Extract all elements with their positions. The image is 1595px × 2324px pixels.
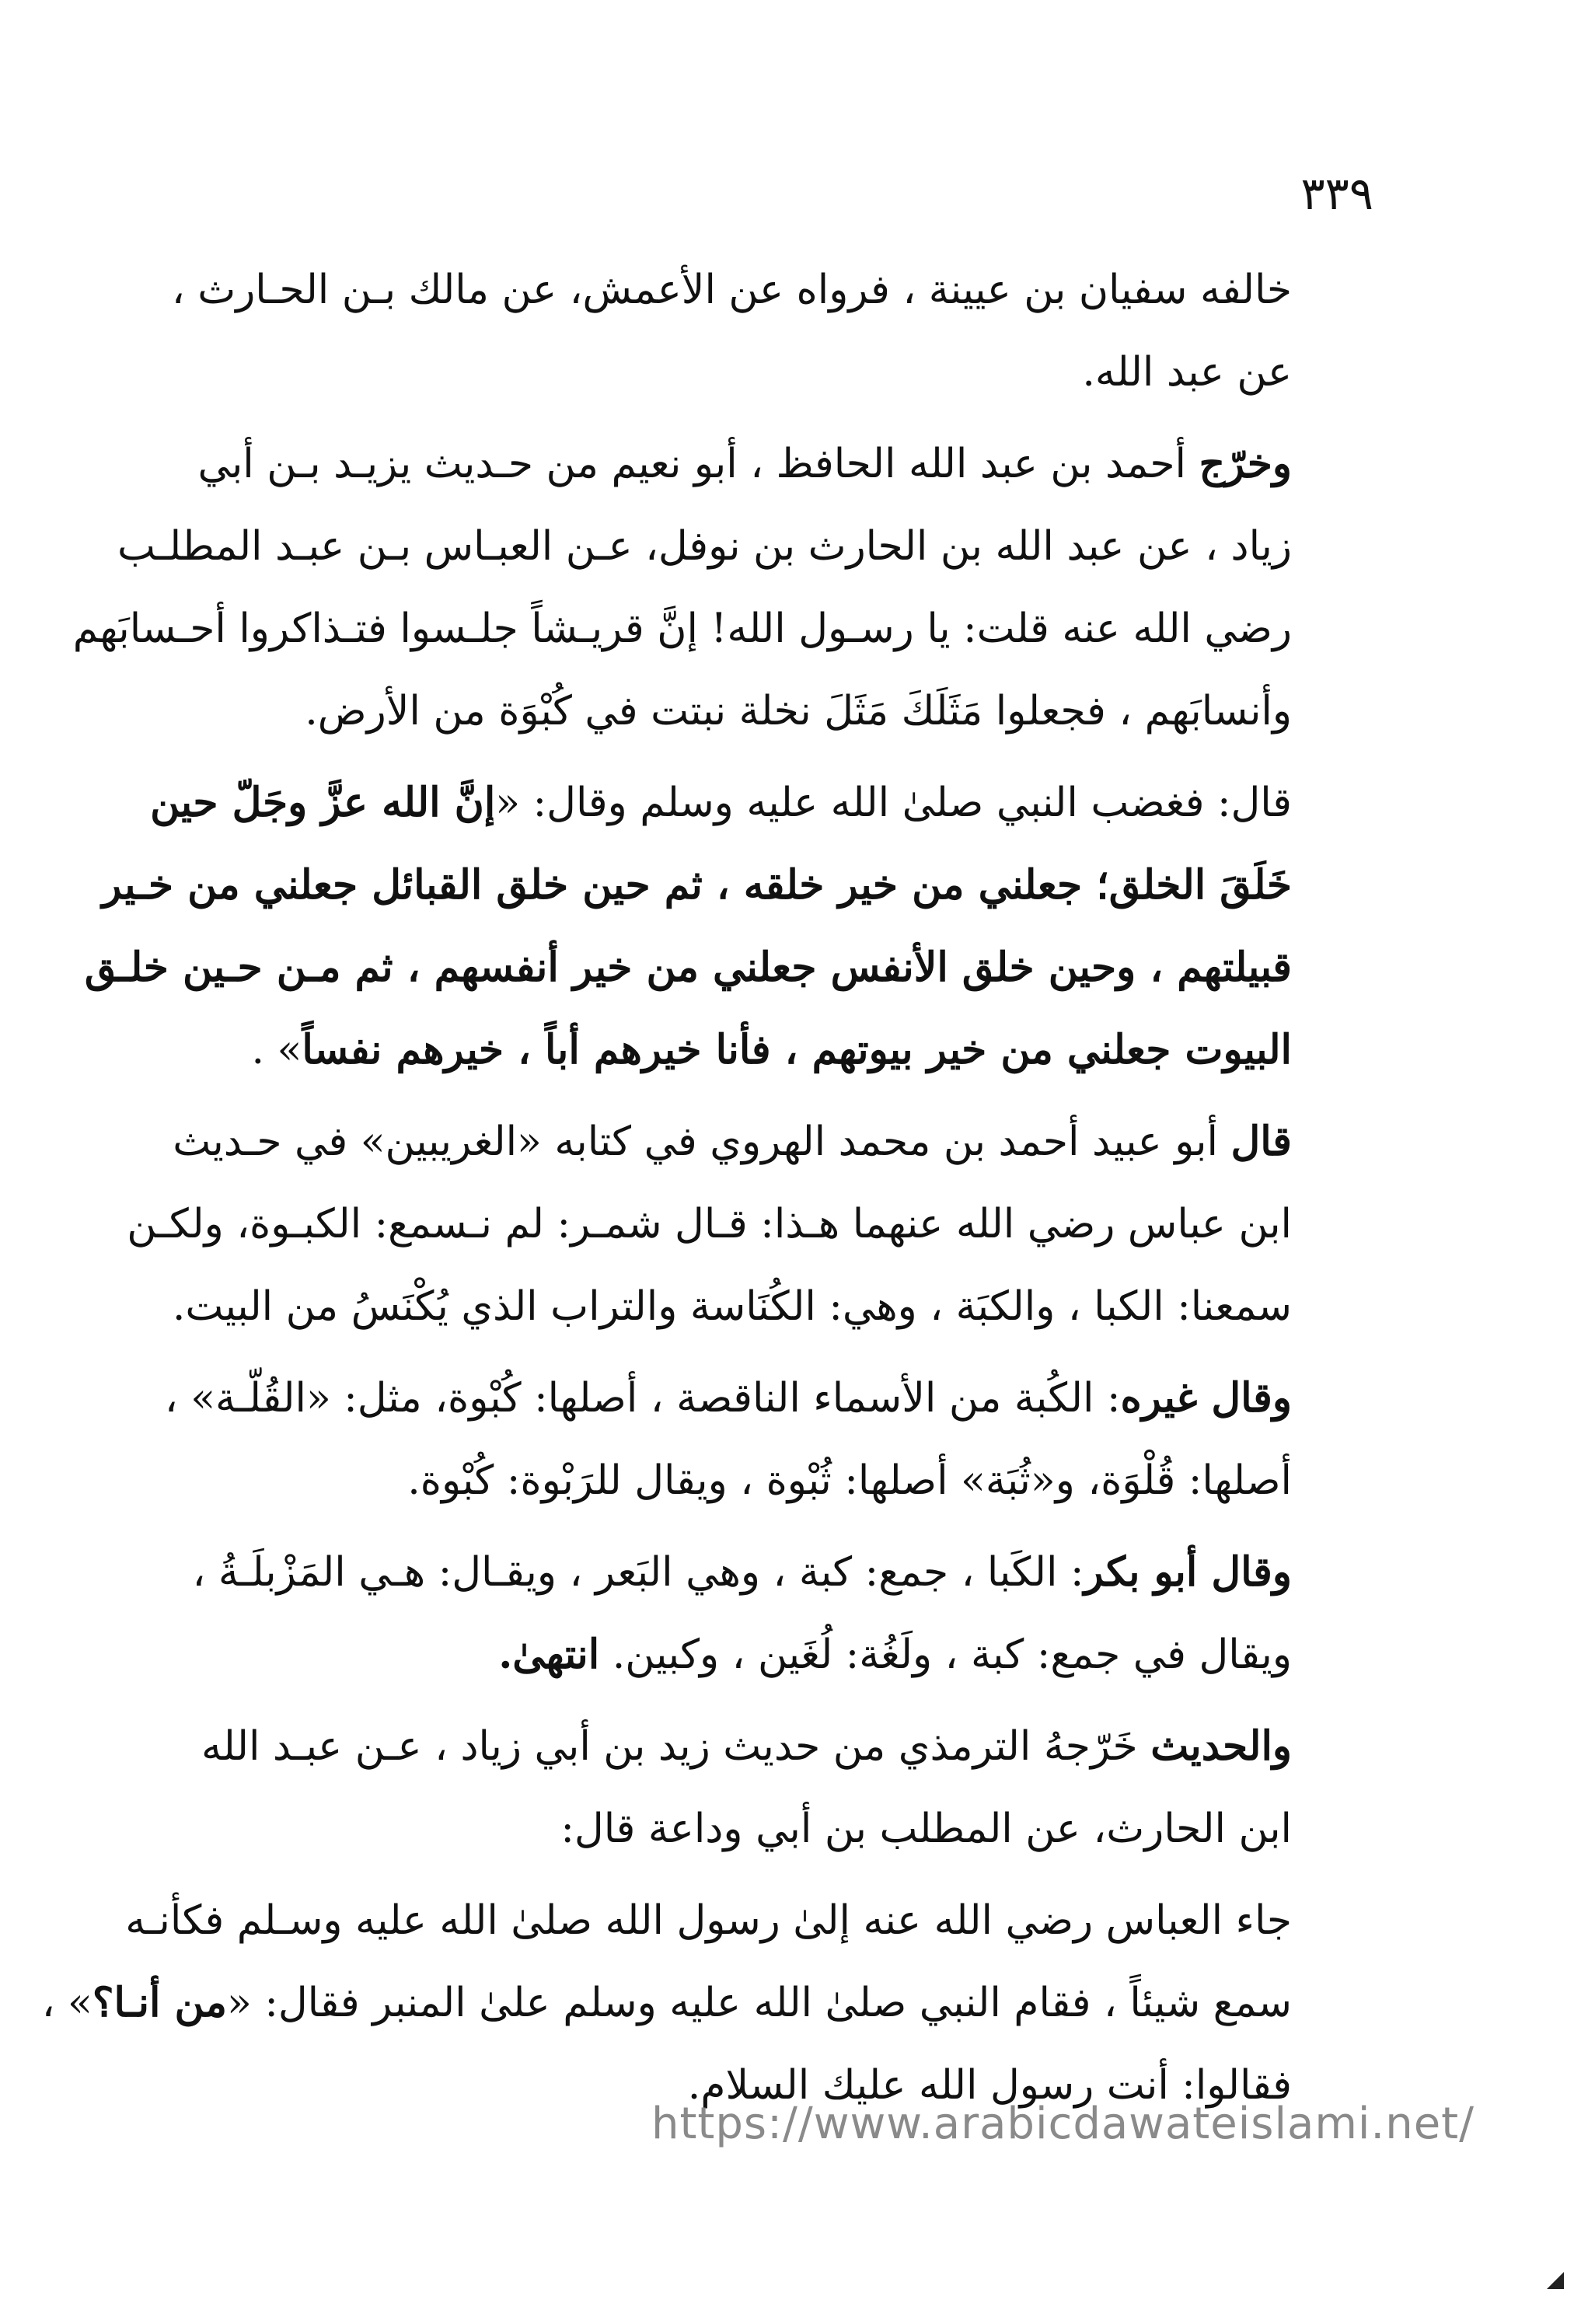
paragraph-4 — [127, 1101, 1377, 1348]
text-line: فقالوا: أنت رسول الله عليك السلام. — [687, 2062, 1292, 2109]
text-run: أبو عبيد أحمد بن محمد الهروي في كتابه «الغريبين» في حـديث — [173, 1118, 1231, 1165]
scan-corner-mark — [1547, 2272, 1564, 2289]
paragraph-5 — [164, 1357, 1377, 1522]
hadith-text: من أنـا؟ — [92, 1979, 227, 2026]
bold-end: انتهىٰ. — [498, 1631, 600, 1678]
text-line: خالفه سفيان بن عيينة ، فرواه عن الأعمش، عن مالك بـن الحـارث ، — [171, 267, 1292, 313]
text-line: سمعنا: الكبا ، والكبَة ، وهي: الكُنَاسة والتراب الذي يُكْنَسُ من البيت. — [172, 1283, 1292, 1330]
bold-lead: والحديث — [1150, 1722, 1292, 1770]
text-line — [150, 762, 1377, 844]
text-line — [173, 1101, 1377, 1183]
hadith-text: إنَّ الله عزَّ وجَلّ حين — [150, 779, 496, 826]
text-line — [197, 423, 1377, 505]
paragraph-6 — [192, 1531, 1377, 1696]
hadith-text: البيوت جعلني من خير بيوتهم ، فأنا خيرهم أباً ، خيرهم نفساً — [302, 1026, 1292, 1073]
text-line — [211, 1009, 1377, 1091]
text-run: ويقال في جمع: كبة ، ولَغُة: لُغَين ، وكبين. — [599, 1631, 1292, 1678]
paragraph-2 — [72, 423, 1377, 752]
text-line — [201, 1705, 1377, 1788]
text-line: أصلها: قُلْوَة، و«ثُبَة» أصلها: ثُبْوة ، ويقال للرَبْوة: كُبْوة. — [407, 1457, 1292, 1504]
hadith-text: قبيلتهم ، وحين خلق الأنفس جعلني من خير أنفسهم ، ثم مـن حـين خلـق — [84, 944, 1292, 991]
text-line — [211, 1614, 1377, 1696]
text-run: سمع شيئاً ، فقام النبي صلىٰ الله عليه وسلم علىٰ المنبر فقال: « — [226, 1980, 1292, 2026]
bold-lead: وقال أبو بكر — [1084, 1548, 1292, 1596]
text-run: أحمد بن عبد الله الحافظ ، أبو نعيم من حـديث يزيـد بـن أبي — [197, 441, 1199, 487]
text-line: زياد ، عن عبد الله بن الحارث بن نوفل، عـن العبـاس بـن عبـد المطلـب — [117, 523, 1292, 570]
text-line — [102, 844, 1377, 926]
text-line — [164, 1357, 1377, 1439]
bold-lead: وخرّج — [1199, 440, 1292, 487]
paragraph-8 — [41, 1879, 1377, 2127]
text-run: : الكُبة من الأسماء الناقصة ، أصلها: كُبْوة، مثل: «القُلّـة» ، — [164, 1375, 1121, 1422]
text-line: رضي الله عنه قلت: يا رسـول الله! إنَّ قريـشاً جلـسوا فتـذاكروا أحـسابَهم — [72, 605, 1292, 652]
text-line — [192, 1531, 1377, 1614]
bold-lead: وقال غيره — [1120, 1374, 1292, 1422]
paragraph-1 — [171, 249, 1377, 414]
text-line: ابن عباس رضي الله عنهما هـذا: قـال شمـر: لم نـسمع: الكبـوة، ولكـن — [127, 1201, 1292, 1247]
text-line — [84, 926, 1377, 1009]
text-run: » . — [251, 1027, 302, 1073]
text-line: ابن الحارث، عن المطلب بن أبي وداعة قال: — [560, 1806, 1292, 1852]
paragraph-7 — [201, 1705, 1377, 1870]
text-line — [41, 1962, 1377, 2044]
text-run: » ، — [41, 1980, 92, 2026]
text-line: جاء العباس رضي الله عنه إلىٰ رسول الله صلىٰ الله عليه وسـلم فكأنـه — [125, 1897, 1292, 1944]
paragraph-3 — [84, 762, 1377, 1091]
page-body — [41, 249, 1377, 2136]
text-line: عن عبد الله. — [1082, 349, 1292, 396]
page-number: ٣٣٩ — [1300, 167, 1373, 220]
text-run: : الكَبا ، جمع: كبة ، وهي البَعر ، ويقـال: هـي المَزْبلَـةُ ، — [192, 1549, 1084, 1596]
bold-lead: قال — [1230, 1118, 1292, 1165]
watermark-url: https://www.arabicdawateislami.net/ — [651, 2099, 1475, 2149]
text-line: وأنسابَهم ، فجعلوا مَثَلَكَ مَثَلَ نخلة نبتت في كُبْوَة من الأرض. — [305, 688, 1292, 735]
hadith-text: خَلَقَ الخلق؛ جعلني من خير خلقه ، ثم حين خلق القبائل جعلني من خـير — [102, 861, 1292, 909]
text-run: قال: فغضب النبي صلىٰ الله عليه وسلم وقال: « — [495, 780, 1292, 826]
text-run: خَرّجهُ الترمذي من حديث زيد بن أبي زياد ، عـن عبـد الله — [201, 1723, 1151, 1770]
